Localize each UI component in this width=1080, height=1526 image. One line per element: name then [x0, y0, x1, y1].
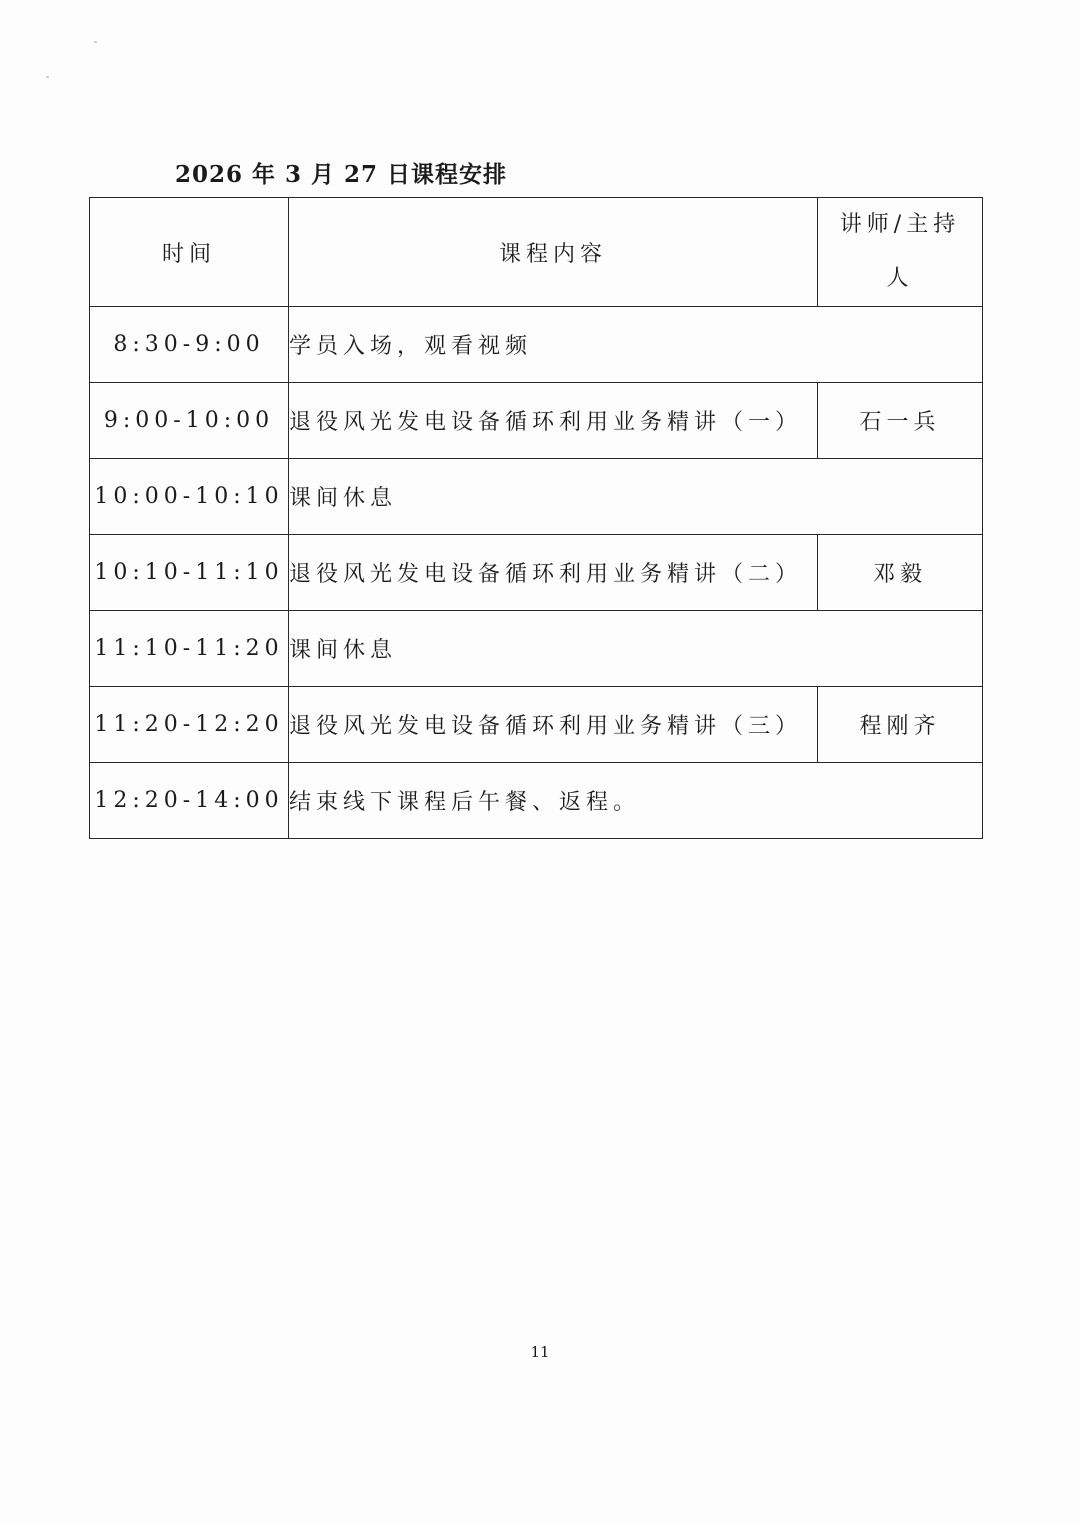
content-cell: 退役风光发电设备循环利用业务精讲（三） — [289, 687, 818, 763]
lecturer-cell: 石一兵 — [818, 383, 983, 459]
time-cell: 8:30-9:00 — [90, 307, 289, 383]
content-cell: 学员入场，观看视频 — [289, 307, 983, 383]
schedule-title: 2026 年 3 月 27 日课程安排 — [175, 161, 508, 188]
time-cell: 10:00-10:10 — [90, 459, 289, 535]
header-lecturer — [818, 198, 983, 307]
header-lecturer-line2: 人 — [886, 266, 914, 291]
time-cell: 11:10-11:20 — [90, 611, 289, 687]
content-cell: 课间休息 — [289, 611, 983, 687]
lecturer-cell: 程刚齐 — [818, 687, 983, 763]
table-row — [90, 307, 983, 383]
table-row — [90, 763, 983, 839]
table-row — [90, 459, 983, 535]
content-cell: 退役风光发电设备循环利用业务精讲（一） — [289, 383, 818, 459]
header-lecturer-line1: 讲师/主持 — [839, 212, 961, 237]
table-row — [90, 535, 983, 611]
content-cell: 退役风光发电设备循环利用业务精讲（二） — [289, 535, 818, 611]
content-cell: 课间休息 — [289, 459, 983, 535]
time-cell: 12:20-14:00 — [90, 763, 289, 839]
time-cell: 10:10-11:10 — [90, 535, 289, 611]
scan-speck — [94, 41, 97, 43]
table-row — [90, 687, 983, 763]
header-time: 时间 — [90, 198, 289, 307]
page-number: 11 — [530, 1343, 550, 1361]
lecturer-cell: 邓毅 — [818, 535, 983, 611]
schedule-table — [89, 197, 983, 839]
header-content: 课程内容 — [289, 198, 818, 307]
time-cell: 11:20-12:20 — [90, 687, 289, 763]
content-cell: 结束线下课程后午餐、返程。 — [289, 763, 983, 839]
table-row — [90, 611, 983, 687]
time-cell: 9:00-10:00 — [90, 383, 289, 459]
table-row — [90, 383, 983, 459]
table-header-row — [90, 198, 983, 307]
scan-speck — [46, 76, 49, 78]
